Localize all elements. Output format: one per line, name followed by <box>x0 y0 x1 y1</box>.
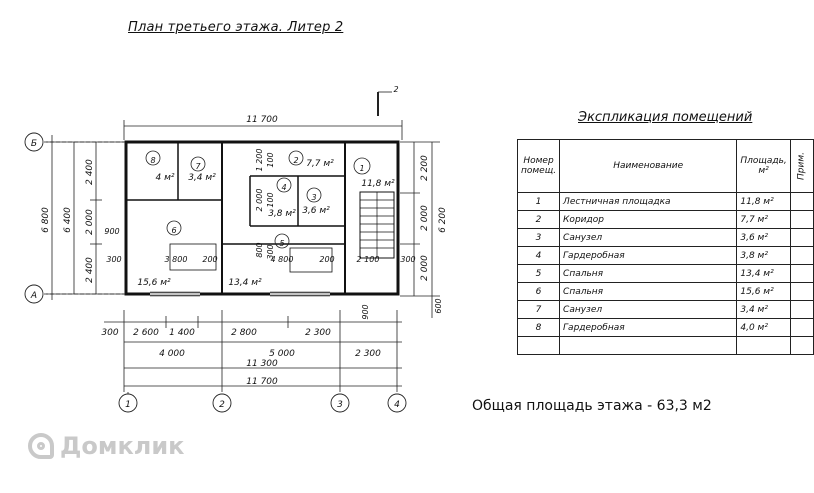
cell-num: 3 <box>518 229 560 247</box>
dimension-label: 2 200 <box>420 155 430 181</box>
cell-note <box>790 229 813 247</box>
dimension-label: 300 <box>266 244 275 260</box>
dimension-label: 2 300 <box>305 328 331 338</box>
cell-name: Спальня <box>560 283 737 301</box>
cell-area: 3,8 м² <box>737 247 790 265</box>
cell-name: Спальня <box>560 265 737 283</box>
cell-name: Коридор <box>560 211 737 229</box>
grid-axis-label: 3 <box>337 400 343 410</box>
dimension-label: 600 <box>434 298 443 314</box>
dimension-label: 200 <box>202 255 218 264</box>
watermark-logo <box>28 432 184 460</box>
room-area: 11,8 м² <box>361 179 395 189</box>
header-area: Площадь, м² <box>737 140 790 193</box>
cell-name: Гардеробная <box>560 319 737 337</box>
dimension-label: 6 800 <box>41 207 51 233</box>
dimension-label: 200 <box>319 255 335 264</box>
cell-name: Санузел <box>560 229 737 247</box>
cell-area: 13,4 м² <box>737 265 790 283</box>
room-number: 8 <box>150 156 156 165</box>
room-area: 4 м² <box>155 173 175 183</box>
dimension-label: 6 200 <box>438 207 448 233</box>
dimension-label: 11 700 <box>246 115 278 125</box>
dimension-label: 3 800 <box>164 255 188 264</box>
cell-note <box>790 211 813 229</box>
cell-area: 15,6 м² <box>737 283 790 301</box>
room-number: 6 <box>171 226 177 235</box>
cell-note <box>790 265 813 283</box>
grid-axis-label: 1 <box>125 400 131 410</box>
room-number: 4 <box>281 183 287 192</box>
dimension-label: 2 000 <box>85 209 95 235</box>
room-number: 2 <box>293 156 299 165</box>
total-area-text: Общая площадь этажа - 63,3 м2 <box>472 398 712 414</box>
dimension-label: 300 <box>106 255 122 264</box>
dimension-label: 11 300 <box>246 359 278 369</box>
dimension-label: 2 400 <box>85 159 95 185</box>
dimension-label: 11 700 <box>246 377 278 387</box>
dimension-label: 2 300 <box>355 349 381 359</box>
dimension-label: 300 <box>400 255 416 264</box>
dimension-label: 5 000 <box>269 349 295 359</box>
room-area: 3,8 м² <box>268 209 296 219</box>
room-number: 3 <box>311 193 317 202</box>
room-area: 7,7 м² <box>306 159 334 169</box>
room-number: 1 <box>359 164 365 173</box>
cell-note <box>790 283 813 301</box>
cell-num: 4 <box>518 247 560 265</box>
dimension-label: 4 000 <box>159 349 185 359</box>
dimension-label: 1 400 <box>169 328 195 338</box>
dimension-label: 800 <box>255 242 264 258</box>
header-note: Прим. <box>790 140 813 193</box>
cell-num: 2 <box>518 211 560 229</box>
cell-num: 1 <box>518 193 560 211</box>
table-row <box>518 319 814 337</box>
cell-area: 3,6 м² <box>737 229 790 247</box>
dimension-label: 4 800 <box>270 255 294 264</box>
table-row <box>518 193 814 211</box>
dimension-label: 300 <box>101 328 119 338</box>
dimension-label: 2 100 <box>356 255 380 264</box>
room-number: 7 <box>195 162 201 171</box>
table-row-empty <box>518 337 814 355</box>
dimension-label: 1 200 <box>255 148 264 172</box>
dimension-label: 2 400 <box>85 257 95 283</box>
cell-area: 4,0 м² <box>737 319 790 337</box>
cell-name: Гардеробная <box>560 247 737 265</box>
table-row <box>518 265 814 283</box>
cell-note <box>790 247 813 265</box>
cell-area: 7,7 м² <box>737 211 790 229</box>
cell-note <box>790 319 813 337</box>
watermark-text: Домклик <box>60 432 185 460</box>
dimension-label: 100 <box>266 192 275 208</box>
room-area: 3,6 м² <box>302 206 330 216</box>
cell-area: 3,4 м² <box>737 301 790 319</box>
dimension-label: 2 800 <box>231 328 257 338</box>
plan-title: План третьего этажа. Литер 2 <box>128 20 344 35</box>
table-row <box>518 247 814 265</box>
cell-num: 8 <box>518 319 560 337</box>
room-area: 15,6 м² <box>137 278 171 288</box>
cell-name: Лестничная площадка <box>560 193 737 211</box>
cell-name: Санузел <box>560 301 737 319</box>
table-row <box>518 283 814 301</box>
section-mark-label: 2 <box>393 85 399 94</box>
table-header-row <box>518 140 814 193</box>
header-num: Номер помещ. <box>518 140 560 193</box>
dimension-label: 2 000 <box>420 205 430 231</box>
dimension-label: 2 000 <box>255 188 264 212</box>
dimension-label: 900 <box>361 304 370 320</box>
domclick-logo-icon <box>28 433 54 459</box>
table-row <box>518 229 814 247</box>
dimension-label: 2 000 <box>420 255 430 281</box>
room-number: 5 <box>279 239 285 248</box>
cell-num: 5 <box>518 265 560 283</box>
header-name: Наименование <box>560 140 737 193</box>
explication-title: Экспликация помещений <box>578 110 753 125</box>
cell-num: 6 <box>518 283 560 301</box>
dimension-label: 6 400 <box>63 207 73 233</box>
dimension-label: 900 <box>104 227 120 236</box>
grid-axis-label: 4 <box>394 400 400 410</box>
grid-axis-label: А <box>30 291 38 301</box>
dimension-label: 2 600 <box>133 328 159 338</box>
table-row <box>518 301 814 319</box>
room-area: 3,4 м² <box>188 173 216 183</box>
room-area: 13,4 м² <box>228 278 262 288</box>
dimension-label: 100 <box>266 152 275 168</box>
table-row <box>518 211 814 229</box>
cell-note <box>790 193 813 211</box>
grid-axis-label: Б <box>30 139 38 149</box>
grid-axis-label: 2 <box>219 400 225 410</box>
cell-area: 11,8 м² <box>737 193 790 211</box>
explication-table <box>517 139 814 355</box>
cell-num: 7 <box>518 301 560 319</box>
cell-note <box>790 301 813 319</box>
